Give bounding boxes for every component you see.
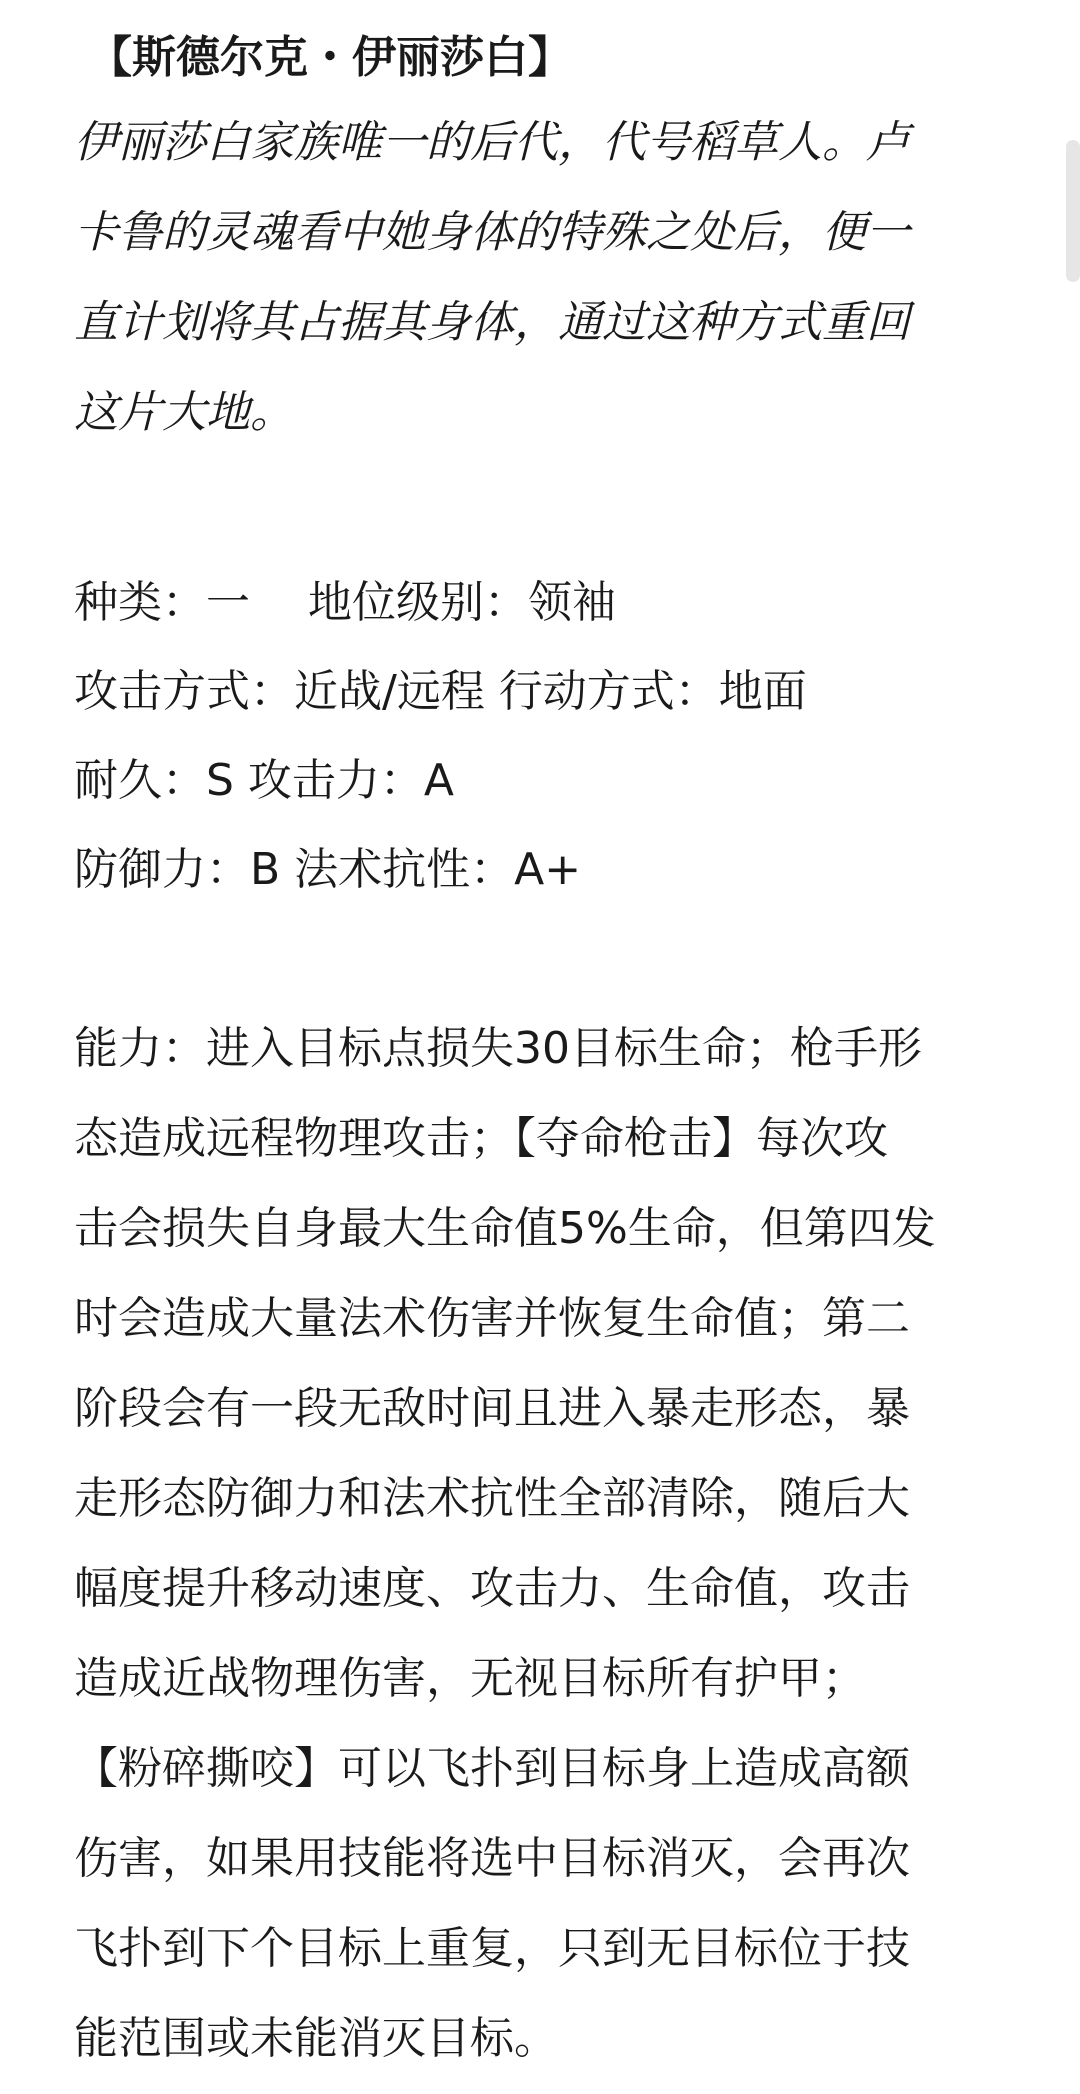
character-stats [74, 558, 1014, 914]
ability-line: 态造成远程物理攻击；【夺命枪击】每次攻 [74, 1113, 888, 1164]
stat-attack-movement: 攻击方式：近战/远程 行动方式：地面 [74, 666, 807, 717]
ability-line: 幅度提升移动速度、攻击力、生命值，攻击 [74, 1563, 910, 1614]
ability-line: 能范围或未能消灭目标。 [74, 2013, 558, 2064]
character-description [74, 98, 1014, 458]
ability-line: 造成近战物理伤害，无视目标所有护甲； [74, 1653, 866, 1704]
ability-line: 【粉碎撕咬】可以飞扑到目标身上造成高额 [74, 1743, 910, 1794]
description-line: 伊丽莎白家族唯一的后代，代号稻草人。卢 [74, 117, 910, 168]
stat-defense-resistance: 防御力：B 法术抗性：A+ [74, 844, 582, 895]
description-line: 这片大地。 [74, 387, 294, 438]
scrollbar[interactable] [1066, 140, 1080, 282]
character-abilities [74, 1004, 1014, 2084]
ability-line: 阶段会有一段无敌时间且进入暴走形态，暴 [74, 1383, 910, 1434]
stat-type-rank: 种类：一 地位级别：领袖 [74, 577, 616, 628]
ability-line: 能力：进入目标点损失30目标生命；枪手形 [74, 1023, 922, 1074]
description-line: 直计划将其占据其身体，通过这种方式重回 [74, 297, 910, 348]
stat-durability-attack: 耐久：S 攻击力：A [74, 755, 455, 806]
article-content [74, 18, 1014, 2084]
ability-line: 飞扑到下个目标上重复，只到无目标位于技 [74, 1923, 910, 1974]
character-title: 【斯德尔克・伊丽莎白】 [88, 32, 572, 83]
description-line: 卡鲁的灵魂看中她身体的特殊之处后，便一 [74, 207, 910, 258]
ability-line: 时会造成大量法术伤害并恢复生命值；第二 [74, 1293, 910, 1344]
ability-line: 击会损失自身最大生命值5%生命，但第四发 [74, 1203, 936, 1254]
ability-line: 走形态防御力和法术抗性全部清除，随后大 [74, 1473, 910, 1524]
ability-line: 伤害，如果用技能将选中目标消灭，会再次 [74, 1833, 910, 1884]
